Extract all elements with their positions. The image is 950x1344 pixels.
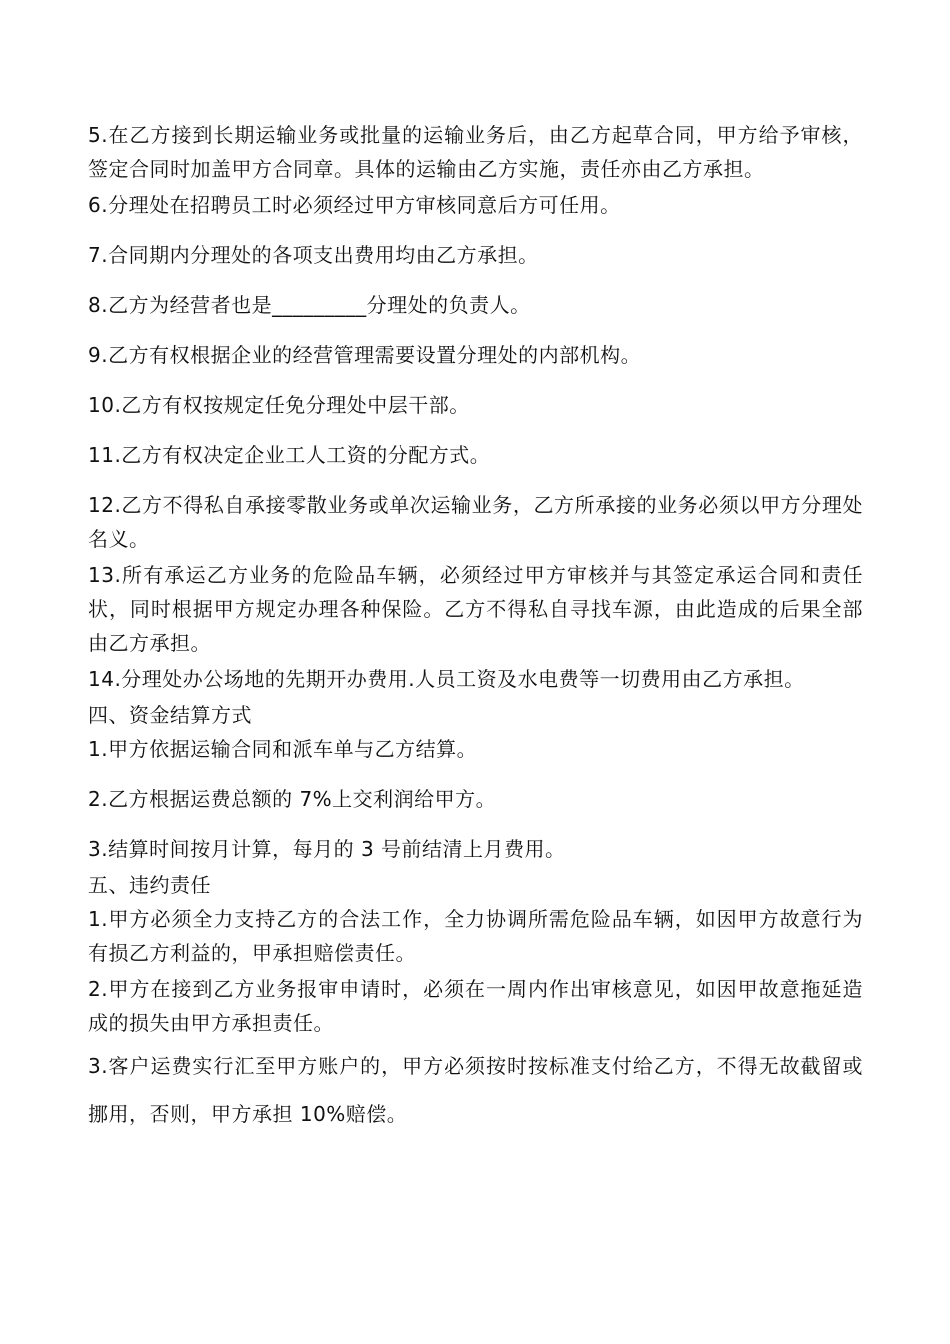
clause-14: 14.分理处办公场地的先期开办费用.人员工资及水电费等一切费用由乙方承担。 [88, 667, 805, 691]
clause-9: 9.乙方有权根据企业的经营管理需要设置分理处的内部机构。 [88, 343, 642, 367]
clause-13: 13.所有承运乙方业务的危险品车辆，必须经过甲方审核并与其签定承运合同和责任状，同时根据甲方规定办理各种保险。乙方不得私自寻找车源，由此造成的后果全部由乙方承担。 [88, 563, 863, 655]
section-5-item-1: 1.甲方必须全力支持乙方的合法工作，全力协调所需危险品车辆，如因甲方故意行为有损乙方利益的，甲承担赔偿责任。 [88, 907, 863, 965]
section-4-item-1: 1.甲方依据运输合同和派车单与乙方结算。 [88, 737, 478, 761]
section-4-heading: 四、资金结算方式 [88, 703, 252, 727]
clause-12: 12.乙方不得私自承接零散业务或单次运输业务，乙方所承接的业务必须以甲方分理处名义。 [88, 493, 863, 551]
clause-11: 11.乙方有权决定企业工人工资的分配方式。 [88, 443, 491, 467]
document-page [88, 118, 863, 1138]
clause-5: 5.在乙方接到长期运输业务或批量的运输业务后，由乙方起草合同，甲方给予审核，签定合同时加盖甲方合同章。具体的运输由乙方实施，责任亦由乙方承担。 [88, 123, 863, 181]
clause-10: 10.乙方有权按规定任免分理处中层干部。 [88, 393, 470, 417]
clause-7: 7.合同期内分理处的各项支出费用均由乙方承担。 [88, 243, 539, 267]
section-4-item-3: 3.结算时间按月计算，每月的 3 号前结清上月费用。 [88, 837, 566, 861]
section-5-item-3: 3.客户运费实行汇至甲方账户的，甲方必须按时按标准支付给乙方，不得无故截留或挪用，否则，甲方承担 10%赔偿。 [88, 1054, 863, 1126]
section-4-item-2: 2.乙方根据运费总额的 7%上交利润给甲方。 [88, 787, 497, 811]
clause-6: 6.分理处在招聘员工时必须经过甲方审核同意后方可任用。 [88, 193, 621, 217]
section-5-heading: 五、违约责任 [88, 873, 211, 897]
section-5-item-2: 2.甲方在接到乙方业务报审申请时，必须在一周内作出审核意见，如因甲故意拖延造成的损失由甲方承担责任。 [88, 977, 863, 1035]
clause-8: 8.乙方为经营者也是_________分理处的负责人。 [88, 293, 531, 317]
